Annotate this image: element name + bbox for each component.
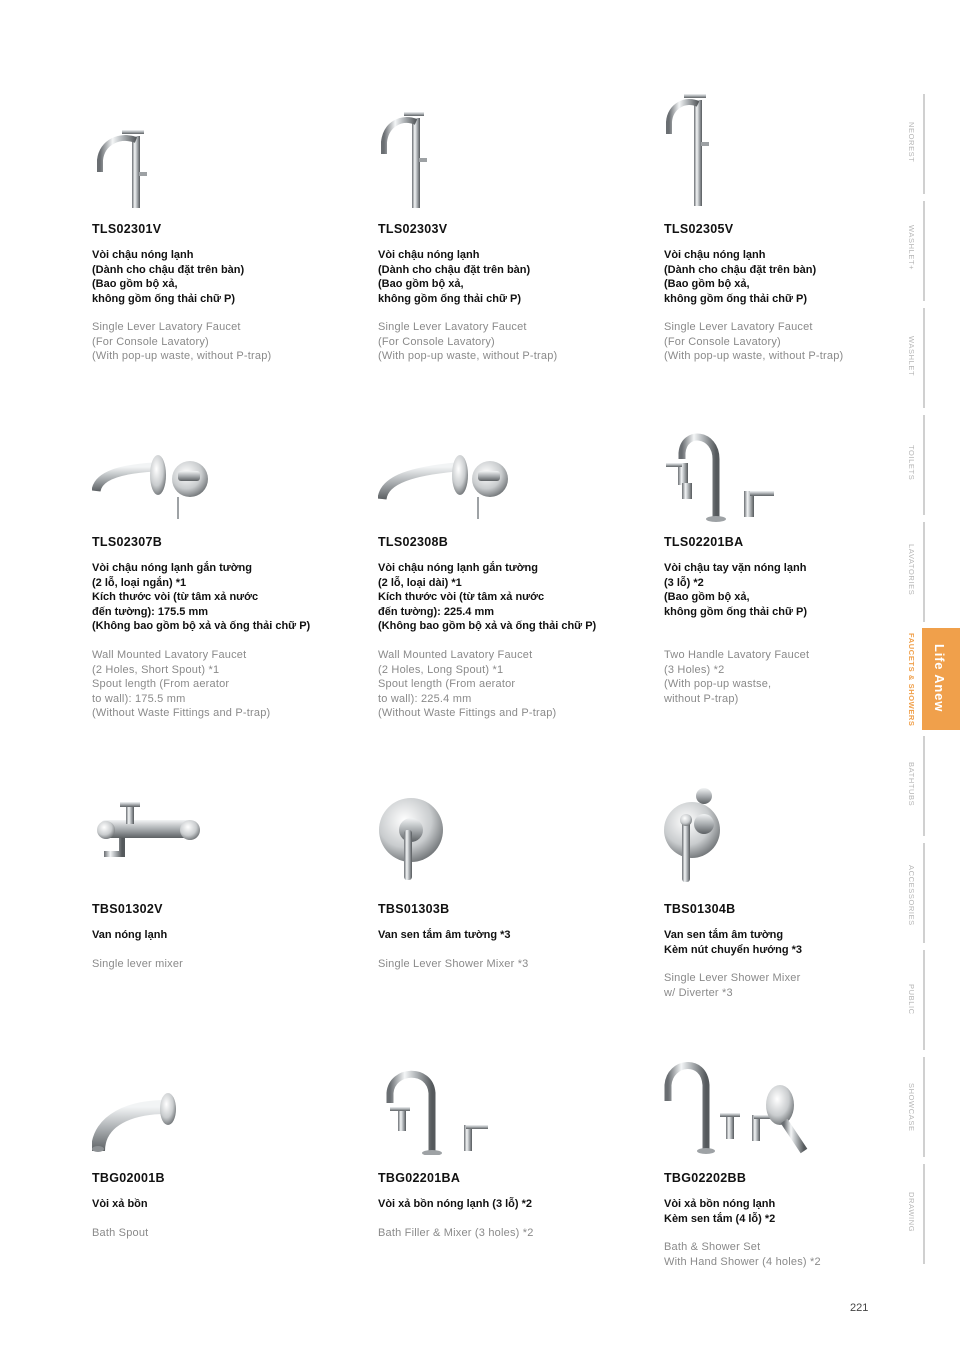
product-code: TLS02308B	[378, 535, 449, 549]
product-name-en: Bath & Shower Set With Hand Shower (4 holes) *2	[664, 1241, 821, 1268]
product-name-vn: Vòi chậu nóng lạnh gắn tường (2 lỗ, loại dài) *1 Kích thước vòi (từ tâm xả nước đến tường): 225.4 mm (Không bao gồm bộ xả và ống thải chữ P)	[378, 562, 597, 633]
product-code: TLS02305V	[664, 222, 734, 236]
nav-item-label: LAVATORIES	[907, 544, 916, 596]
product-name-en: Single Lever Shower Mixer *3	[378, 958, 529, 970]
bath-mixer-image	[92, 800, 202, 864]
product-code: TBG02001B	[92, 1171, 165, 1185]
product-name-en: Single Lever Lavatory Faucet (For Console Lavatory) (With pop-up waste, without P-trap)	[92, 321, 272, 363]
nav-item-washlet[interactable]	[890, 304, 960, 411]
bath-filler-image	[378, 1063, 496, 1155]
product-code: TBS01302V	[92, 902, 163, 916]
nav-item-bathtubs[interactable]	[890, 732, 960, 839]
wall-faucet-image	[92, 445, 212, 521]
lavatory-faucet-image	[378, 110, 438, 210]
product-name-en: Bath Spout	[92, 1227, 149, 1239]
section-tag-label: Life Anew	[932, 644, 947, 713]
section-tag	[922, 628, 960, 730]
nav-item-label: SHOWCASE	[907, 1083, 916, 1132]
product-code: TLS02307B	[92, 535, 163, 549]
nav-item-neorest[interactable]	[890, 90, 960, 197]
product-code: TBS01303B	[378, 902, 450, 916]
product-code: TLS02301V	[92, 222, 162, 236]
nav-item-label: NEOREST	[907, 122, 916, 163]
nav-item-toilets[interactable]	[890, 411, 960, 518]
lavatory-faucet-image	[92, 126, 152, 210]
product-code: TLS02201BA	[664, 535, 744, 549]
page-number: 221	[850, 1302, 869, 1314]
product-name-vn: Vòi xả bồn	[92, 1198, 148, 1210]
nav-item-label: WASHLET	[907, 336, 916, 377]
product-code: TBG02202BB	[664, 1171, 747, 1185]
nav-item-label: PUBLIC	[907, 984, 916, 1015]
product-name-en: Single Lever Shower Mixer w/ Diverter *3	[664, 972, 801, 999]
product-name-en: Two Handle Lavatory Faucet (3 Holes) *2 (With pop-up wastse, without P-trap)	[664, 649, 810, 705]
product-name-vn: Van sen tắm âm tường *3	[378, 929, 511, 941]
nav-item-label: FAUCETS & SHOWERS	[907, 633, 916, 727]
nav-item-washlet-plus[interactable]	[890, 197, 960, 304]
nav-item-accessories[interactable]	[890, 839, 960, 946]
nav-item-label: DRAWING	[907, 1192, 916, 1233]
nav-item-label: TOILETS	[907, 445, 916, 481]
product-code: TBG02201BA	[378, 1171, 461, 1185]
lavatory-faucet-image	[664, 92, 714, 208]
product-name-vn: Vòi xả bồn nóng lạnh (3 lỗ) *2	[378, 1198, 533, 1210]
product-name-en: Single lever mixer	[92, 958, 184, 970]
product-name-vn: Vòi chậu nóng lạnh gắn tường (2 lỗ, loại ngắn) *1 Kích thước vòi (từ tâm xả nước đến tường): 175.5 mm (Không bao gồm bộ xả và ống thải chữ P)	[92, 562, 311, 633]
two-handle-faucet-image	[664, 419, 782, 523]
product-name-vn: Vòi xả bồn nóng lạnh Kèm sen tắm (4 lỗ) *2	[664, 1198, 776, 1225]
nav-item-label: BATHTUBS	[907, 762, 916, 807]
bath-spout-image	[92, 1089, 182, 1155]
shower-mixer-diverter-image	[664, 774, 724, 886]
product-name-en: Bath Filler & Mixer (3 holes) *2	[378, 1227, 534, 1239]
product-name-vn: Vòi chậu tay vặn nóng lạnh (3 lỗ) *2 (Bao gồm bộ xả, không gồm ống thải chữ P)	[664, 562, 808, 618]
nav-item-showcase[interactable]	[890, 1053, 960, 1160]
shower-mixer-image	[378, 792, 448, 882]
nav-item-drawing[interactable]	[890, 1160, 960, 1267]
product-name-en: Wall Mounted Lavatory Faucet (2 Holes, Short Spout) *1 Spout length (From aerator to wall): 175.5 mm (Without Waste Fittings and P-trap)	[92, 649, 271, 720]
product-name-en: Wall Mounted Lavatory Faucet (2 Holes, Long Spout) *1 Spout length (From aerator to wall): 225.4 mm (Without Waste Fittings and P-trap)	[378, 649, 557, 720]
product-name-en: Single Lever Lavatory Faucet (For Console Lavatory) (With pop-up waste, without P-trap)	[378, 321, 558, 363]
product-name-vn: Vòi chậu nóng lạnh (Dành cho chậu đặt trên bàn) (Bao gồm bộ xả, không gồm ống thải chữ P)	[92, 249, 245, 305]
nav-item-label: WASHLET+	[907, 225, 916, 271]
product-name-en: Single Lever Lavatory Faucet (For Console Lavatory) (With pop-up waste, without P-trap)	[664, 321, 844, 363]
wall-faucet-image	[378, 445, 510, 521]
product-name-vn: Vòi chậu nóng lạnh (Dành cho chậu đặt trên bàn) (Bao gồm bộ xả, không gồm ống thải chữ P)	[378, 249, 531, 305]
product-name-vn: Vòi chậu nóng lạnh (Dành cho chậu đặt trên bàn) (Bao gồm bộ xả, không gồm ống thải chữ P)	[664, 249, 817, 305]
product-code: TLS02303V	[378, 222, 448, 236]
product-name-vn: Van nóng lạnh	[92, 929, 168, 941]
nav-item-lavatories[interactable]	[890, 518, 960, 625]
bath-shower-set-image	[664, 1055, 810, 1155]
nav-item-label: ACCESSORIES	[907, 865, 916, 926]
product-name-vn: Van sen tắm âm tường Kèm nút chuyển hướng *3	[664, 929, 803, 956]
product-code: TBS01304B	[664, 902, 736, 916]
nav-item-public[interactable]	[890, 946, 960, 1053]
